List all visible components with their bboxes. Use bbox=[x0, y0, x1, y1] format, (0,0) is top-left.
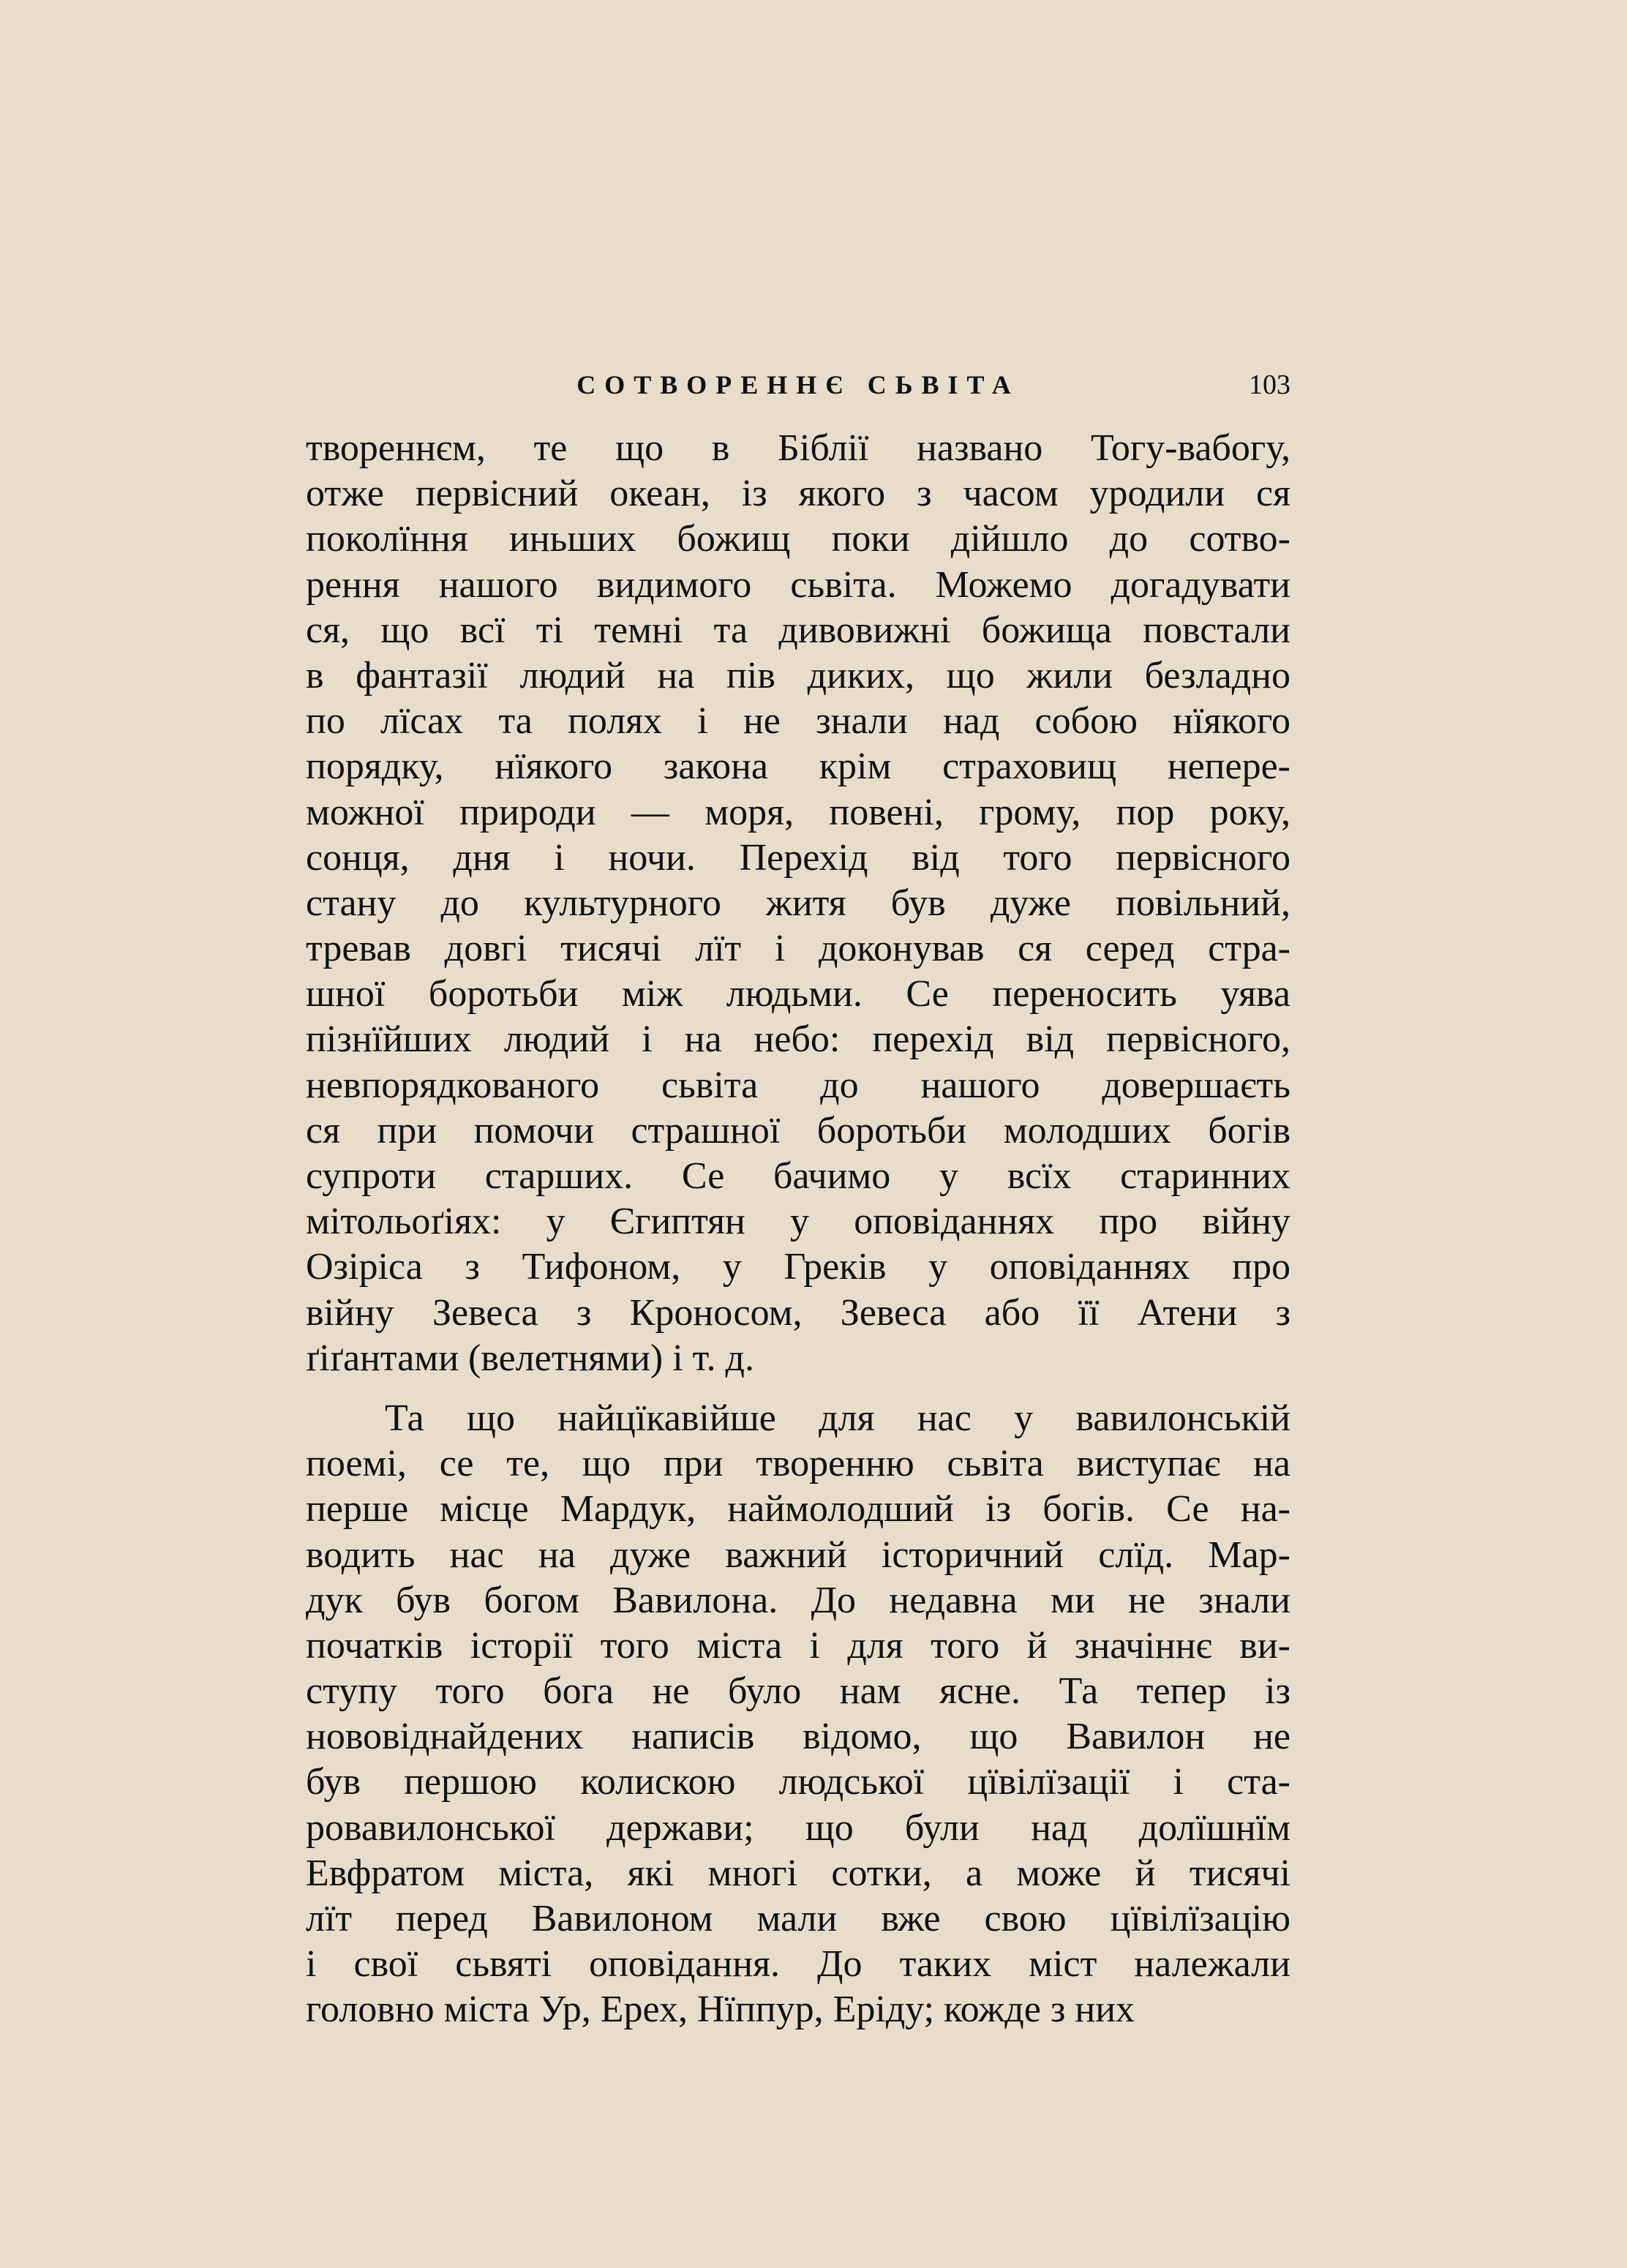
text-line: невпорядкованого сьвіта до нашого довершаєть bbox=[306, 1064, 1290, 1106]
text-line: Та що найцїкавійше для нас у вавилонській bbox=[385, 1397, 1290, 1439]
text-line: поколїння иньших божищ поки дійшло до сотво- bbox=[306, 518, 1290, 560]
page-number: 103 bbox=[1249, 369, 1290, 400]
text-line: водить нас на дуже важний історичний слїд. Мар- bbox=[306, 1533, 1290, 1576]
text-line: мітольоґіях: у Єгиптян у оповіданнях про війну bbox=[306, 1201, 1290, 1243]
text-line: шної боротьби між людьми. Се переносить уява bbox=[306, 973, 1290, 1015]
text-line: ся, що всї ті темні та дивовижні божища повстали bbox=[306, 609, 1290, 651]
text-line: початків історії того міста і для того й значіннє ви- bbox=[306, 1624, 1290, 1667]
paragraph-gap bbox=[306, 1381, 1290, 1396]
text-line: по лїсах та полях і не знали над собою нїякого bbox=[306, 700, 1290, 743]
text-line: нововіднайдених написів відомо, що Вавилон не bbox=[306, 1716, 1290, 1758]
running-head bbox=[306, 364, 1290, 405]
text-line: перше місце Мардук, наймолодший із богів. Се на- bbox=[306, 1488, 1290, 1531]
text-line: ступу того бога не було нам ясне. Та тепер із bbox=[306, 1670, 1290, 1713]
text-line: тревав довгі тисячі лїт і доконував ся серед стра- bbox=[306, 928, 1290, 970]
text-line: дук був богом Вавилона. До недавна ми не знали bbox=[306, 1579, 1290, 1621]
text-line: порядку, нїякого закона крім страховищ непере- bbox=[306, 746, 1290, 788]
text-line: поемі, се те, що при творенню сьвіта виступає на bbox=[306, 1443, 1290, 1485]
text-line: рення нашого видимого сьвіта. Можемо догадувати bbox=[306, 563, 1290, 606]
text-line: був першою колискою людської цївілїзації і ста- bbox=[306, 1761, 1290, 1803]
text-line: в фантазії людий на пів диких, що жили безладно bbox=[306, 654, 1290, 696]
text-line: Евфратом міста, які многі сотки, а може й тисячі bbox=[306, 1852, 1290, 1894]
text-line: і свої сьвяті оповідання. До таких міст належали bbox=[306, 1943, 1290, 1986]
text-line: лїт перед Вавилоном мали вже свою цївілїзацію bbox=[306, 1898, 1290, 1940]
text-line: Озіріса з Тифоном, у Греків у оповіданнях про bbox=[306, 1246, 1290, 1288]
text-line: головно міста Ур, Ерех, Нїппур, Еріду; кожде з них bbox=[306, 1989, 1135, 2031]
paragraph-2 bbox=[306, 1396, 1290, 2033]
body-text bbox=[306, 426, 1290, 2033]
text-line: ровавилонської держави; що були над долїшнїм bbox=[306, 1806, 1290, 1849]
text-line: сонця, дня і ночи. Перехід від того первісного bbox=[306, 836, 1290, 879]
text-line: ґіґантами (велетнями) і т. д. bbox=[306, 1337, 754, 1379]
text-line: супроти старших. Се бачимо у всїх старинних bbox=[306, 1155, 1290, 1197]
text-line: стану до культурного житя був дуже повільний, bbox=[306, 882, 1290, 924]
running-title: СОТВОРЕННЄ СЬВІТА bbox=[576, 370, 1020, 399]
text-line: пізнїйших людий і на небо: перехід від первісного, bbox=[306, 1018, 1290, 1061]
text-line: отже первісний океан, із якого з часом уродили ся bbox=[306, 473, 1290, 515]
text-line: війну Зевеса з Кроносом, Зевеса або її Атени з bbox=[306, 1291, 1290, 1334]
text-line: твореннєм, те що в Біблії названо Тогу-вабогу, bbox=[306, 427, 1290, 469]
paragraph-1 bbox=[306, 426, 1290, 1381]
text-line: можної природи — моря, повені, грому, пор року, bbox=[306, 791, 1290, 833]
text-line: ся при помочи страшної боротьби молодших богів bbox=[306, 1109, 1290, 1152]
